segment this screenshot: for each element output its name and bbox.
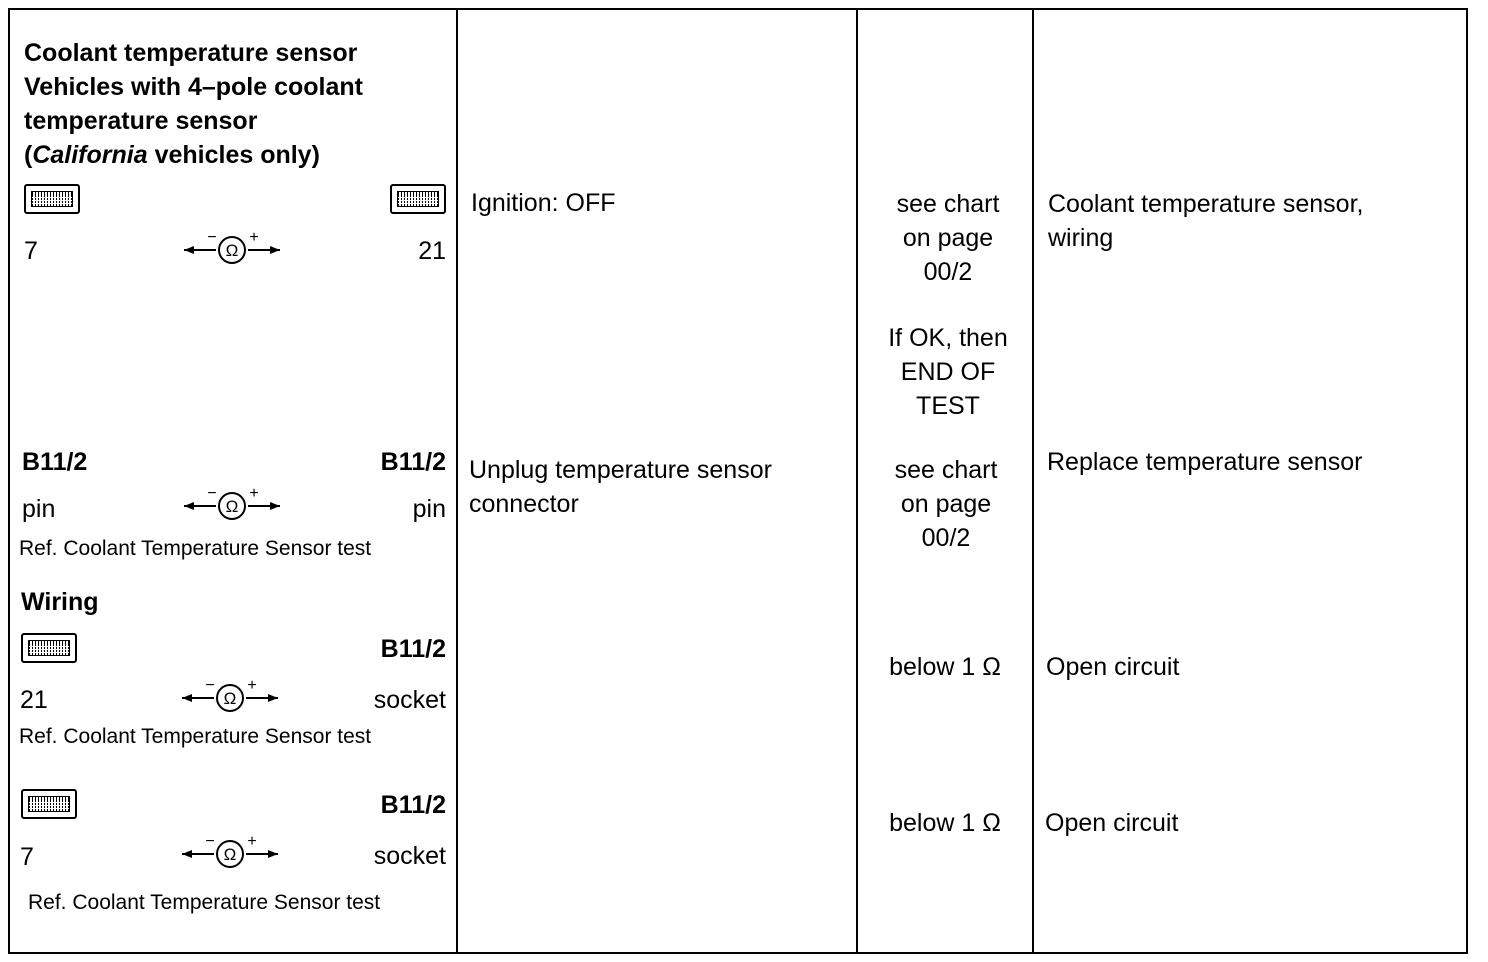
svg-text:−: −: [205, 680, 215, 694]
row1-nominal-extra-1: If OK, then: [888, 324, 1008, 352]
row1-left-pin: 7: [24, 237, 38, 265]
ohmmeter-icon: [182, 232, 282, 266]
row1-nominal-2: on page: [902, 224, 994, 252]
row3-right-pin: socket: [373, 686, 446, 714]
row4-ref: Ref. Coolant Temperature Sensor test: [28, 891, 381, 914]
row1-condition: Ignition: OFF: [471, 189, 616, 217]
row4-right-label: B11/2: [380, 791, 446, 819]
row2-right-label: B11/2: [380, 448, 446, 476]
row2-left-pin: pin: [22, 495, 56, 523]
test-box-icon: [21, 789, 77, 819]
row3-ref: Ref. Coolant Temperature Sensor test: [19, 725, 372, 748]
row3-remedy: Open circuit: [1046, 653, 1180, 681]
row2-condition-1: Unplug temperature sensor: [469, 456, 772, 484]
ohmmeter-icon: [182, 488, 282, 522]
row2-right-pin: pin: [412, 495, 446, 523]
row4-right-pin: socket: [373, 842, 446, 870]
svg-text:−: −: [205, 836, 215, 850]
svg-text:+: +: [249, 232, 259, 246]
row2-condition-2: connector: [469, 490, 579, 518]
row3-nominal: below 1 Ω: [889, 653, 1001, 681]
row2-ref: Ref. Coolant Temperature Sensor test: [19, 537, 372, 560]
ohmmeter-icon: [180, 836, 280, 870]
ohm-symbol: Ω: [225, 241, 239, 260]
row2-remedy: Replace temperature sensor: [1047, 448, 1363, 476]
row4-nominal: below 1 Ω: [889, 809, 1001, 837]
svg-text:−: −: [207, 488, 217, 502]
title-line-4: (California vehicles only): [24, 141, 320, 169]
row2-left-label: B11/2: [22, 448, 88, 476]
svg-text:+: +: [247, 836, 257, 850]
row1-nominal-3: 00/2: [923, 258, 973, 286]
wiring-heading: Wiring: [21, 588, 99, 616]
row1-remedy-2: wiring: [1048, 224, 1114, 252]
svg-text:Ω: Ω: [223, 689, 237, 708]
row1-right-pin: 21: [418, 237, 446, 265]
row1-nominal-1: see chart: [896, 190, 1000, 218]
row3-left-pin: 21: [20, 686, 48, 714]
row1-nominal-extra-3: TEST: [916, 392, 980, 420]
test-box-icon: [21, 633, 77, 663]
title-line-1: Coolant temperature sensor: [24, 39, 358, 67]
svg-text:+: +: [249, 488, 259, 502]
row1-nominal-extra-2: END OF: [900, 358, 996, 386]
column-divider: [456, 8, 458, 954]
row2-nominal-2: on page: [900, 490, 992, 518]
svg-text:+: +: [247, 680, 257, 694]
row3-right-label: B11/2: [380, 635, 446, 663]
ohmmeter-icon: [180, 680, 280, 714]
svg-text:−: −: [207, 232, 217, 246]
row2-nominal-1: see chart: [894, 456, 998, 484]
row4-left-pin: 7: [20, 843, 34, 871]
row1-remedy-1: Coolant temperature sensor,: [1048, 190, 1364, 218]
svg-text:Ω: Ω: [225, 497, 239, 516]
title-italic-word: California: [32, 141, 148, 169]
row4-remedy: Open circuit: [1045, 809, 1179, 837]
title-line-3: temperature sensor: [24, 107, 258, 135]
test-box-icon: [24, 184, 80, 214]
title-line-2: Vehicles with 4–pole coolant: [24, 73, 363, 101]
test-box-icon: [390, 184, 446, 214]
row2-nominal-3: 00/2: [921, 524, 971, 552]
svg-text:Ω: Ω: [223, 845, 237, 864]
